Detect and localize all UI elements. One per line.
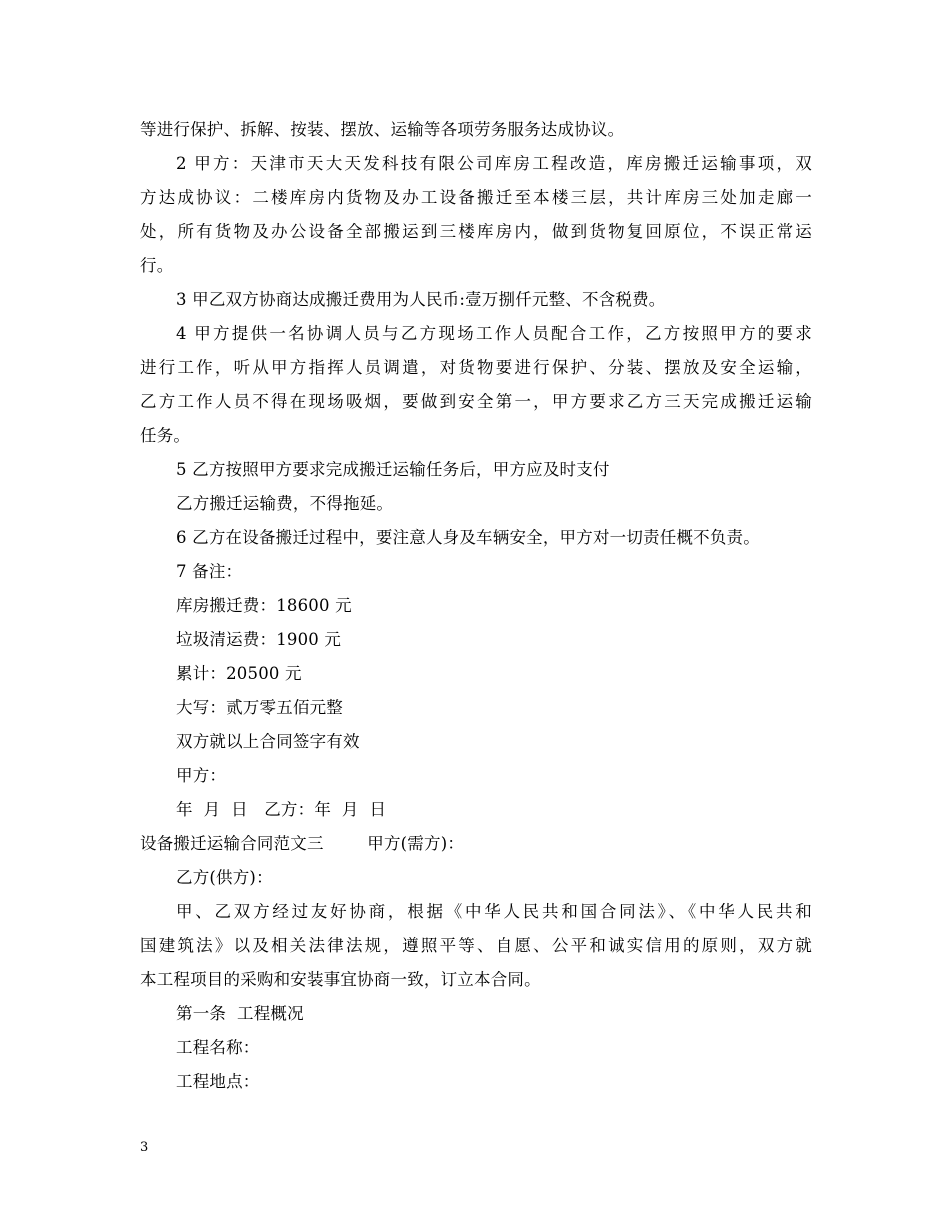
text-line: 乙方工作人员不得在现场吸烟，要做到安全第一，甲方要求乙方三天完成搬迁运输 xyxy=(140,392,812,411)
text-line: 乙方搬迁运输费，不得拖延。 xyxy=(176,494,394,513)
text-line: 6 乙方在设备搬迁过程中，要注意人身及车辆安全，甲方对一切责任概不负责。 xyxy=(176,528,760,547)
text-line: 2 甲方：天津市天大天发科技有限公司库房工程改造，库房搬迁运输事项，双 xyxy=(176,154,812,173)
text-line: 甲、乙双方经过友好协商，根据《中华人民共和国合同法》、《中华人民共和 xyxy=(176,902,812,921)
text-line: 累计：20500 元 xyxy=(176,664,302,683)
text-line: 垃圾清运费：1900 元 xyxy=(176,630,342,649)
text-line: 进行工作，听从甲方指挥人员调遣，对货物要进行保护、分装、摆放及安全运输， xyxy=(140,358,812,377)
text-line: 4 甲方提供一名协调人员与乙方现场工作人员配合工作，乙方按照甲方的要求 xyxy=(176,324,812,343)
text-line: 任务。 xyxy=(140,426,191,445)
text-line: 本工程项目的采购和安装事宜协商一致，订立本合同。 xyxy=(140,970,541,989)
text-line: 库房搬迁费：18600 元 xyxy=(176,596,352,615)
text-line: 7 备注： xyxy=(176,562,243,581)
text-line: 工程名称： xyxy=(176,1038,260,1057)
text-line: 甲方： xyxy=(176,766,227,785)
text-line: 大写：贰万零五佰元整 xyxy=(176,698,343,717)
text-line: 3 甲乙双方协商达成搬迁费用为人民币:壹万捌仟元整、不含税费。 xyxy=(176,290,666,309)
text-line: 第一条 工程概况 xyxy=(176,1004,304,1023)
text-line: 设备搬迁运输合同范文三 甲方(需方)： xyxy=(140,834,465,853)
text-line: 处，所有货物及办公设备全部搬运到三楼库房内，做到货物复回原位，不误正常运 xyxy=(140,222,812,241)
text-line: 乙方(供方)： xyxy=(176,868,273,887)
text-line: 双方就以上合同签字有效 xyxy=(176,732,360,751)
text-line: 行。 xyxy=(140,256,174,275)
text-line: 5 乙方按照甲方要求完成搬迁运输任务后，甲方应及时支付 xyxy=(176,460,610,479)
text-line: 年 月 日 乙方：年 月 日 xyxy=(176,800,387,819)
text-line: 工程地点： xyxy=(176,1072,260,1091)
text-line: 等进行保护、拆解、按装、摆放、运输等各项劳务服务达成协议。 xyxy=(140,120,625,139)
text-line: 方达成协议：二楼库房内货物及办工设备搬迁至本楼三层，共计库房三处加走廊一 xyxy=(140,188,812,207)
text-line: 国建筑法》以及相关法律法规，遵照平等、自愿、公平和诚实信用的原则，双方就 xyxy=(140,936,812,955)
page-number: 3 xyxy=(140,1140,149,1155)
